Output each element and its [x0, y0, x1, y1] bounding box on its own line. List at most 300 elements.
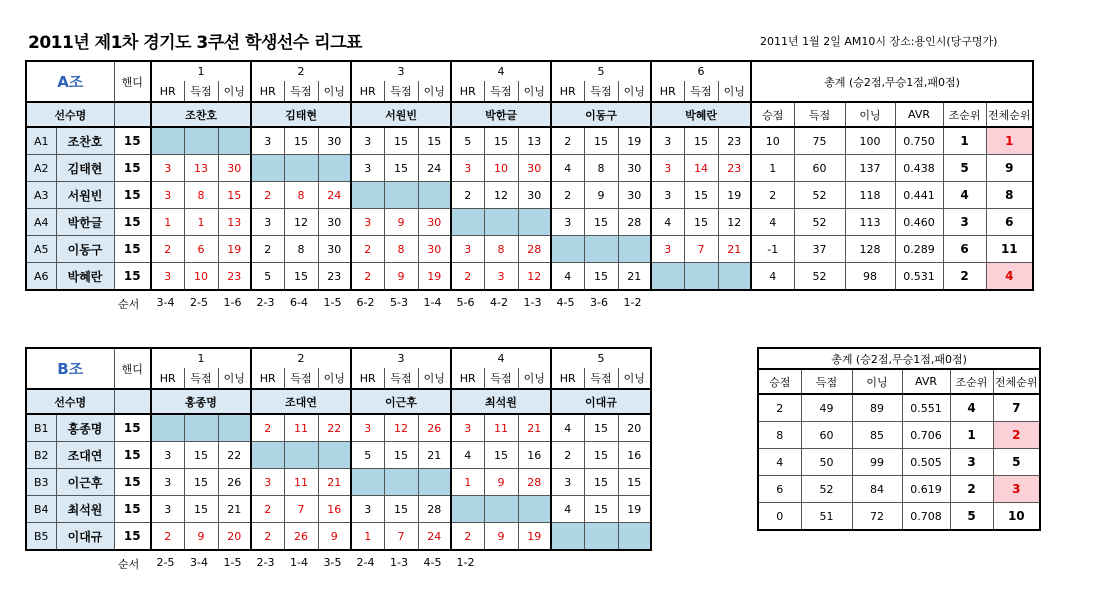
match-cell: 9 — [584, 182, 618, 209]
opponent-name: 김태현 — [251, 102, 351, 127]
player-handicap: 15 — [114, 442, 151, 469]
match-cell: 15 — [684, 182, 718, 209]
match-cell: 2 — [251, 414, 284, 442]
total-cell: 4 — [986, 263, 1033, 291]
opponent-name: 조찬호 — [151, 102, 251, 127]
self-match-cell — [351, 182, 384, 209]
totals-row — [758, 394, 1040, 422]
match-cell: 15 — [584, 496, 618, 523]
match-cell: 21 — [318, 469, 351, 496]
self-match-cell — [151, 414, 184, 442]
match-cell: 15 — [584, 442, 618, 469]
total-cell: 0.619 — [902, 476, 950, 503]
order-entry: 2-3 — [256, 556, 275, 569]
sub-header: HR — [151, 368, 184, 389]
opponent-number: 2 — [251, 61, 351, 81]
match-cell: 4 — [551, 263, 584, 291]
page-title: 2011년 제1차 경기도 3쿠션 학생선수 리그표 — [28, 33, 362, 53]
match-cell: 19 — [418, 263, 451, 291]
match-cell: 1 — [151, 209, 184, 236]
totals-row — [758, 476, 1040, 503]
match-cell: 26 — [218, 469, 251, 496]
player-name: 이동구 — [56, 236, 114, 263]
self-match-cell — [351, 469, 384, 496]
opponent-name: 조대연 — [251, 389, 351, 414]
sub-header: 이닝 — [718, 81, 751, 102]
match-cell: 15 — [684, 209, 718, 236]
total-cell: 60 — [801, 422, 852, 449]
order-entry: 1-3 — [390, 556, 408, 569]
total-cell: 0.441 — [895, 182, 943, 209]
match-cell: 30 — [318, 127, 351, 155]
sub-header: 이닝 — [618, 81, 651, 102]
match-cell: 24 — [418, 523, 451, 551]
match-cell: 12 — [284, 209, 318, 236]
match-cell: 13 — [518, 127, 551, 155]
match-cell: 4 — [551, 496, 584, 523]
opponent-number: 1 — [151, 61, 251, 81]
total-cell: 51 — [801, 503, 852, 531]
match-cell: 3 — [551, 209, 584, 236]
sub-header: 이닝 — [418, 81, 451, 102]
player-name: 이대규 — [56, 523, 114, 551]
match-cell: 2 — [251, 236, 284, 263]
totals-header: AVR — [895, 102, 943, 127]
order-entry: 3-4 — [156, 296, 175, 309]
match-cell: 19 — [718, 182, 751, 209]
match-cell: 11 — [484, 414, 518, 442]
self-match-cell — [518, 209, 551, 236]
order-entry: 1-2 — [623, 296, 642, 309]
match-cell: 19 — [218, 236, 251, 263]
match-cell: 28 — [518, 236, 551, 263]
match-cell: 15 — [384, 496, 418, 523]
player-name: 홍종명 — [56, 414, 114, 442]
match-cell: 4 — [551, 155, 584, 182]
player-row — [26, 523, 651, 551]
player-name: 조대연 — [56, 442, 114, 469]
total-cell: 3 — [950, 449, 993, 476]
sub-header: 득점 — [184, 368, 218, 389]
match-cell: 10 — [484, 155, 518, 182]
total-cell: 6 — [943, 236, 986, 263]
match-cell: 3 — [151, 469, 184, 496]
player-handicap: 15 — [114, 182, 151, 209]
total-cell: 3 — [993, 476, 1040, 503]
opponent-name: 이근후 — [351, 389, 451, 414]
total-cell: 1 — [950, 422, 993, 449]
player-id: B3 — [26, 469, 56, 496]
player-id: A5 — [26, 236, 56, 263]
self-match-cell — [551, 523, 584, 551]
opponent-number: 5 — [551, 348, 651, 368]
self-match-cell — [618, 523, 651, 551]
totals-title: 총계 (승2점,무승1점,패0점) — [751, 61, 1033, 102]
total-cell: 99 — [852, 449, 902, 476]
total-cell: 85 — [852, 422, 902, 449]
match-cell: 22 — [318, 414, 351, 442]
match-cell: 15 — [584, 263, 618, 291]
total-cell: 2 — [751, 182, 794, 209]
match-cell: 2 — [151, 523, 184, 551]
player-id: B5 — [26, 523, 56, 551]
total-cell: 0.708 — [902, 503, 950, 531]
totals-header: 조순위 — [950, 369, 993, 394]
opponent-name: 박한글 — [451, 102, 551, 127]
sub-header: HR — [351, 368, 384, 389]
totals-header: 조순위 — [943, 102, 986, 127]
match-cell: 19 — [618, 127, 651, 155]
match-cell: 14 — [684, 155, 718, 182]
match-cell: 2 — [551, 127, 584, 155]
match-cell: 3 — [251, 469, 284, 496]
player-row — [26, 442, 651, 469]
self-match-cell — [451, 209, 484, 236]
match-cell: 3 — [351, 127, 384, 155]
self-match-cell — [251, 155, 284, 182]
totals-header: 이닝 — [852, 369, 902, 394]
order-entry: 4-2 — [490, 296, 508, 309]
match-cell: 30 — [418, 236, 451, 263]
self-match-cell — [584, 236, 618, 263]
player-id: A3 — [26, 182, 56, 209]
match-cell: 2 — [451, 263, 484, 291]
match-cell: 30 — [618, 182, 651, 209]
player-id: A2 — [26, 155, 56, 182]
sub-header: 득점 — [284, 368, 318, 389]
match-cell: 15 — [284, 263, 318, 291]
total-cell: 9 — [986, 155, 1033, 182]
total-cell: 0.750 — [895, 127, 943, 155]
player-column-header: 선수명 — [26, 102, 114, 127]
total-cell: 10 — [751, 127, 794, 155]
match-cell: 3 — [651, 127, 684, 155]
totals-header: 이닝 — [845, 102, 895, 127]
handicap-header: 핸디 — [114, 61, 151, 102]
total-cell: 50 — [801, 449, 852, 476]
totals-header: 승점 — [751, 102, 794, 127]
player-name: 이근후 — [56, 469, 114, 496]
match-cell: 16 — [518, 442, 551, 469]
match-cell: 2 — [351, 263, 384, 291]
total-cell: 0.505 — [902, 449, 950, 476]
self-match-cell — [284, 442, 318, 469]
match-cell: 2 — [551, 182, 584, 209]
match-cell: 3 — [351, 209, 384, 236]
total-cell: 7 — [993, 394, 1040, 422]
total-cell: 8 — [986, 182, 1033, 209]
match-cell: 19 — [518, 523, 551, 551]
total-cell: 1 — [943, 127, 986, 155]
self-match-cell — [251, 442, 284, 469]
self-match-cell — [684, 263, 718, 291]
match-cell: 15 — [184, 469, 218, 496]
group-a-table — [25, 60, 1034, 291]
totals-header: AVR — [902, 369, 950, 394]
total-cell: 0.551 — [902, 394, 950, 422]
opponent-name: 홍종명 — [151, 389, 251, 414]
match-cell: 3 — [651, 236, 684, 263]
player-row — [26, 209, 1033, 236]
order-entry: 2-3 — [256, 296, 275, 309]
player-handicap: 15 — [114, 236, 151, 263]
match-cell: 3 — [151, 442, 184, 469]
total-cell: 0 — [758, 503, 801, 531]
order-entry: 2-5 — [156, 556, 175, 569]
event-info: 2011년 1월 2일 AM10시 장소:용인시(당구명가) — [760, 35, 998, 48]
self-match-cell — [418, 469, 451, 496]
match-cell: 30 — [318, 209, 351, 236]
player-id: B1 — [26, 414, 56, 442]
player-handicap: 15 — [114, 414, 151, 442]
match-cell: 15 — [684, 127, 718, 155]
sub-header: 이닝 — [418, 368, 451, 389]
total-cell: 6 — [758, 476, 801, 503]
total-cell: 52 — [794, 209, 845, 236]
player-row — [26, 236, 1033, 263]
match-cell: 9 — [484, 523, 518, 551]
player-name: 서원빈 — [56, 182, 114, 209]
match-cell: 19 — [618, 496, 651, 523]
match-cell: 4 — [451, 442, 484, 469]
order-entry: 5-3 — [390, 296, 408, 309]
match-cell: 20 — [618, 414, 651, 442]
self-match-cell — [718, 263, 751, 291]
total-cell: 52 — [801, 476, 852, 503]
match-cell: 8 — [384, 236, 418, 263]
order-entry: 3-6 — [590, 296, 608, 309]
order-label: 순서 — [118, 298, 140, 311]
match-cell: 3 — [151, 182, 184, 209]
order-entry: 6-4 — [290, 296, 308, 309]
player-row — [26, 127, 1033, 155]
match-cell: 9 — [384, 209, 418, 236]
opponent-number: 4 — [451, 348, 551, 368]
opponent-name: 이대규 — [551, 389, 651, 414]
player-handicap: 15 — [114, 209, 151, 236]
total-cell: 5 — [993, 449, 1040, 476]
match-cell: 5 — [251, 263, 284, 291]
total-cell: 1 — [751, 155, 794, 182]
total-cell: 37 — [794, 236, 845, 263]
total-cell: 0.531 — [895, 263, 943, 291]
sub-header: 득점 — [484, 368, 518, 389]
match-cell: 7 — [384, 523, 418, 551]
totals-title: 총계 (승2점,무승1점,패0점) — [758, 348, 1040, 369]
match-cell: 3 — [251, 127, 284, 155]
match-cell: 15 — [584, 209, 618, 236]
match-cell: 23 — [218, 263, 251, 291]
totals-row — [758, 449, 1040, 476]
match-cell: 15 — [584, 127, 618, 155]
match-cell: 2 — [451, 182, 484, 209]
sub-header: 이닝 — [318, 368, 351, 389]
total-cell: 1 — [986, 127, 1033, 155]
sub-header: 득점 — [184, 81, 218, 102]
player-handicap: 15 — [114, 155, 151, 182]
total-cell: 60 — [794, 155, 845, 182]
total-cell: 8 — [758, 422, 801, 449]
total-cell: 5 — [950, 503, 993, 531]
match-cell: 22 — [218, 442, 251, 469]
order-entry: 1-5 — [223, 556, 242, 569]
opponent-name: 최석원 — [451, 389, 551, 414]
order-entry: 1-5 — [323, 296, 342, 309]
match-cell: 3 — [451, 236, 484, 263]
match-cell: 15 — [184, 442, 218, 469]
match-cell: 3 — [484, 263, 518, 291]
match-cell: 9 — [184, 523, 218, 551]
self-match-cell — [384, 469, 418, 496]
opponent-number: 4 — [451, 61, 551, 81]
total-cell: 0.289 — [895, 236, 943, 263]
match-cell: 7 — [284, 496, 318, 523]
total-cell: 137 — [845, 155, 895, 182]
match-cell: 3 — [151, 263, 184, 291]
player-id: A4 — [26, 209, 56, 236]
total-cell: 0.438 — [895, 155, 943, 182]
player-row — [26, 414, 651, 442]
order-entry: 3-5 — [323, 556, 342, 569]
sub-header: 득점 — [684, 81, 718, 102]
match-cell: 15 — [618, 469, 651, 496]
player-name: 박한글 — [56, 209, 114, 236]
match-cell: 12 — [384, 414, 418, 442]
self-match-cell — [651, 263, 684, 291]
group-label: A조 — [26, 61, 114, 102]
self-match-cell — [518, 496, 551, 523]
match-cell: 7 — [684, 236, 718, 263]
sub-header: 이닝 — [618, 368, 651, 389]
sub-header: 이닝 — [518, 81, 551, 102]
player-name: 박혜란 — [56, 263, 114, 291]
match-cell: 12 — [718, 209, 751, 236]
order-entry: 1-4 — [290, 556, 308, 569]
totals-header: 승점 — [758, 369, 801, 394]
order-entry: 2-5 — [190, 296, 208, 309]
group-b-table — [25, 347, 652, 551]
match-cell: 4 — [651, 209, 684, 236]
player-handicap: 15 — [114, 469, 151, 496]
match-cell: 3 — [451, 155, 484, 182]
player-handicap: 15 — [114, 523, 151, 551]
match-cell: 1 — [451, 469, 484, 496]
self-match-cell — [484, 496, 518, 523]
totals-row — [758, 422, 1040, 449]
match-cell: 21 — [418, 442, 451, 469]
match-cell: 8 — [284, 182, 318, 209]
sub-header: 득점 — [484, 81, 518, 102]
total-cell: 2 — [993, 422, 1040, 449]
total-cell: 0.706 — [902, 422, 950, 449]
total-cell: 2 — [950, 476, 993, 503]
player-row — [26, 263, 1033, 291]
totals-header: 득점 — [794, 102, 845, 127]
opponent-number: 5 — [551, 61, 651, 81]
sub-header: HR — [451, 368, 484, 389]
player-handicap: 15 — [114, 263, 151, 291]
match-cell: 28 — [618, 209, 651, 236]
match-cell: 23 — [718, 155, 751, 182]
self-match-cell — [584, 523, 618, 551]
order-entry: 6-2 — [356, 296, 375, 309]
opponent-name: 서원빈 — [351, 102, 451, 127]
sub-header: HR — [451, 81, 484, 102]
player-id: B4 — [26, 496, 56, 523]
match-cell: 30 — [218, 155, 251, 182]
player-name: 조찬호 — [56, 127, 114, 155]
total-cell: 4 — [950, 394, 993, 422]
match-cell: 30 — [518, 155, 551, 182]
match-cell: 15 — [484, 127, 518, 155]
player-id: B2 — [26, 442, 56, 469]
sub-header: 득점 — [584, 81, 618, 102]
self-match-cell — [184, 414, 218, 442]
match-cell: 3 — [351, 414, 384, 442]
total-cell: 5 — [943, 155, 986, 182]
totals-header: 득점 — [801, 369, 852, 394]
match-cell: 3 — [651, 155, 684, 182]
match-cell: 30 — [418, 209, 451, 236]
opponent-number: 1 — [151, 348, 251, 368]
sub-header: 이닝 — [218, 368, 251, 389]
self-match-cell — [551, 236, 584, 263]
match-cell: 9 — [384, 263, 418, 291]
opponent-number: 3 — [351, 61, 451, 81]
match-cell: 2 — [151, 236, 184, 263]
match-cell: 28 — [418, 496, 451, 523]
match-cell: 4 — [551, 414, 584, 442]
total-cell: 52 — [794, 182, 845, 209]
group-label: B조 — [26, 348, 114, 389]
self-match-cell — [218, 127, 251, 155]
total-cell: 84 — [852, 476, 902, 503]
self-match-cell — [318, 442, 351, 469]
match-cell: 8 — [284, 236, 318, 263]
total-cell: 3 — [943, 209, 986, 236]
order-label: 순서 — [118, 558, 140, 571]
handicap-header: 핸디 — [114, 348, 151, 389]
match-cell: 3 — [151, 496, 184, 523]
player-handicap: 15 — [114, 496, 151, 523]
match-cell: 13 — [184, 155, 218, 182]
match-cell: 15 — [218, 182, 251, 209]
match-cell: 30 — [318, 236, 351, 263]
match-cell: 21 — [518, 414, 551, 442]
total-cell: 6 — [986, 209, 1033, 236]
sub-header: HR — [351, 81, 384, 102]
order-entry: 1-4 — [423, 296, 442, 309]
match-cell: 21 — [618, 263, 651, 291]
match-cell: 2 — [351, 236, 384, 263]
sub-header: HR — [251, 81, 284, 102]
match-cell: 15 — [384, 155, 418, 182]
total-cell: 98 — [845, 263, 895, 291]
match-cell: 30 — [518, 182, 551, 209]
total-cell: 75 — [794, 127, 845, 155]
player-name: 김태현 — [56, 155, 114, 182]
match-cell: 15 — [184, 496, 218, 523]
sub-header: HR — [651, 81, 684, 102]
self-match-cell — [451, 496, 484, 523]
match-cell: 3 — [451, 414, 484, 442]
totals-row — [758, 503, 1040, 531]
total-cell: 11 — [986, 236, 1033, 263]
total-cell: 72 — [852, 503, 902, 531]
player-handicap: 15 — [114, 127, 151, 155]
sub-header: 득점 — [384, 81, 418, 102]
order-entry: 4-5 — [556, 296, 575, 309]
